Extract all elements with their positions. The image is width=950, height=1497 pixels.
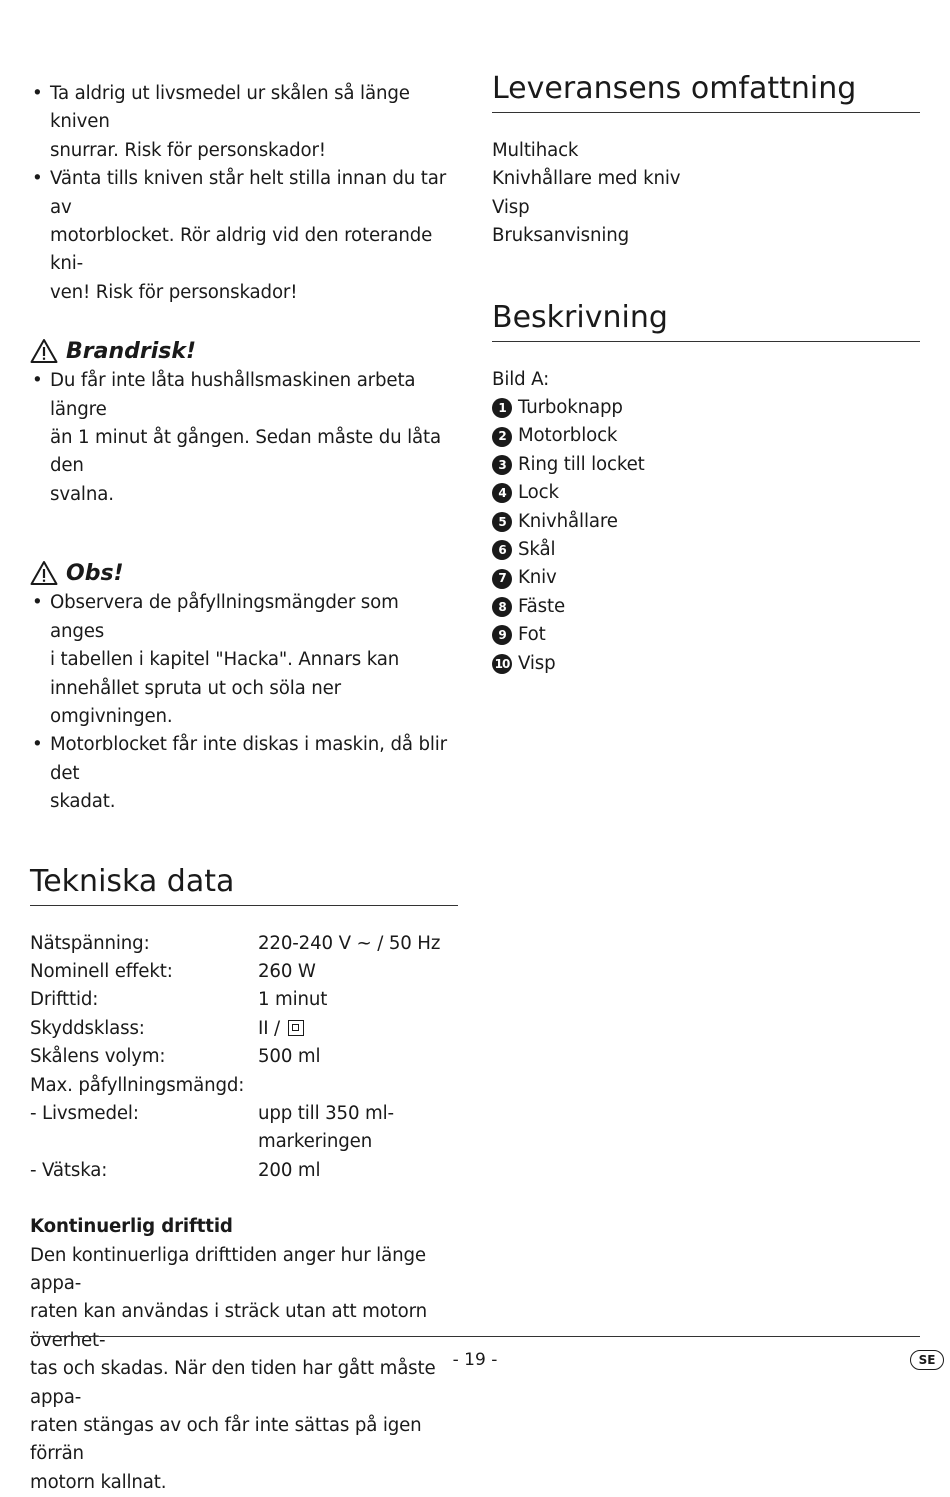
list-item: 3 Ring till locket <box>492 451 920 479</box>
table-row: Max. påfyllningsmängd: <box>30 1074 245 1096</box>
warning-triangle-icon <box>30 560 58 586</box>
number-badge: 9 <box>492 625 512 645</box>
list-item: • Vänta tills kniven står helt stilla innan du tar av motorblocket. Rör aldrig vid den roterande kni- ven! Risk för personskador! <box>30 165 458 307</box>
list-item: 10 Visp <box>492 650 920 678</box>
list-item: • Observera de påfyllningsmängder som anges i tabellen i kapitel "Hacka". Annars kan innehållet spruta ut och söla ner omgivningen. <box>30 589 458 731</box>
list-item: • Ta aldrig ut livsmedel ur skålen så länge kniven snurrar. Risk för personskador! <box>30 80 458 165</box>
left-column <box>30 80 458 1497</box>
list-item: 9 Fot <box>492 621 920 649</box>
list-item: Bruksanvisning <box>492 225 630 247</box>
list-item: • Motorblocket får inte diskas i maskin, då blir det skadat. <box>30 731 458 816</box>
number-badge: 8 <box>492 597 512 617</box>
list-item: Multihack <box>492 140 579 161</box>
tech-data-heading: Tekniska data <box>30 861 458 906</box>
right-column <box>492 68 920 678</box>
intro-bullet-list <box>30 80 458 307</box>
list-item: Visp <box>492 196 530 218</box>
number-badge: 7 <box>492 569 512 589</box>
list-item: Knivhållare med kniv <box>492 168 681 190</box>
number-badge: 6 <box>492 540 512 560</box>
continuous-operation-heading: Kontinuerlig drifttid <box>30 1216 233 1238</box>
list-item: 5 Knivhållare <box>492 508 920 536</box>
table-row: - Vätska: 200 ml <box>30 1159 321 1181</box>
fire-warning-list <box>30 367 458 509</box>
number-badge: 10 <box>492 654 512 674</box>
list-item: • Du får inte låta hushållsmaskinen arbeta längre än 1 minut åt gången. Sedan måste du låta den svalna. <box>30 367 458 509</box>
list-item: 7 Kniv <box>492 564 920 592</box>
table-row: Skålens volym: 500 ml <box>30 1046 321 1068</box>
fire-warning-heading <box>30 335 458 367</box>
list-item: 8 Fäste <box>492 593 920 621</box>
delivery-list <box>492 137 920 251</box>
table-row: Nominell effekt: 260 W <box>30 960 316 982</box>
description-heading: Beskrivning <box>492 297 920 342</box>
number-badge: 3 <box>492 455 512 475</box>
tech-data-table <box>30 930 458 1186</box>
table-row: Drifttid: 1 minut <box>30 989 328 1011</box>
number-badge: 2 <box>492 427 512 447</box>
caution-title: Obs! <box>66 560 124 586</box>
figure-label: Bild A: <box>492 368 550 390</box>
protection-class-ii-icon <box>288 1020 304 1036</box>
table-row: - Livsmedel: upp till 350 ml- markeringen <box>30 1102 394 1153</box>
number-badge: 4 <box>492 483 512 503</box>
number-badge: 1 <box>492 398 512 418</box>
warning-triangle-icon <box>30 338 58 364</box>
footer-divider <box>30 1336 920 1337</box>
table-row: Skyddsklass: II / <box>30 1015 458 1043</box>
caution-heading <box>30 557 458 589</box>
caution-list <box>30 589 458 816</box>
list-item: 6 Skål <box>492 536 920 564</box>
table-row: Nätspänning: 220-240 V ~ / 50 Hz <box>30 932 441 954</box>
list-item: 4 Lock <box>492 479 920 507</box>
list-item: 1 Turboknapp <box>492 394 920 422</box>
language-badge: SE <box>910 1350 944 1370</box>
number-badge: 5 <box>492 512 512 532</box>
list-item: 2 Motorblock <box>492 422 920 450</box>
parts-list <box>492 394 920 678</box>
fire-warning-title: Brandrisk! <box>66 338 197 364</box>
continuous-operation-paragraph: Den kontinuerliga drifttiden anger hur länge appa- raten kan användas i sträck utan att motorn överhet- tas och skadas. När den tiden har gått måste appa- raten stängas av och får inte sättas på igen förrän motorn kallnat. <box>30 1244 436 1493</box>
delivery-heading: Leveransens omfattning <box>492 68 920 113</box>
page-number: - 19 - <box>452 1350 498 1370</box>
